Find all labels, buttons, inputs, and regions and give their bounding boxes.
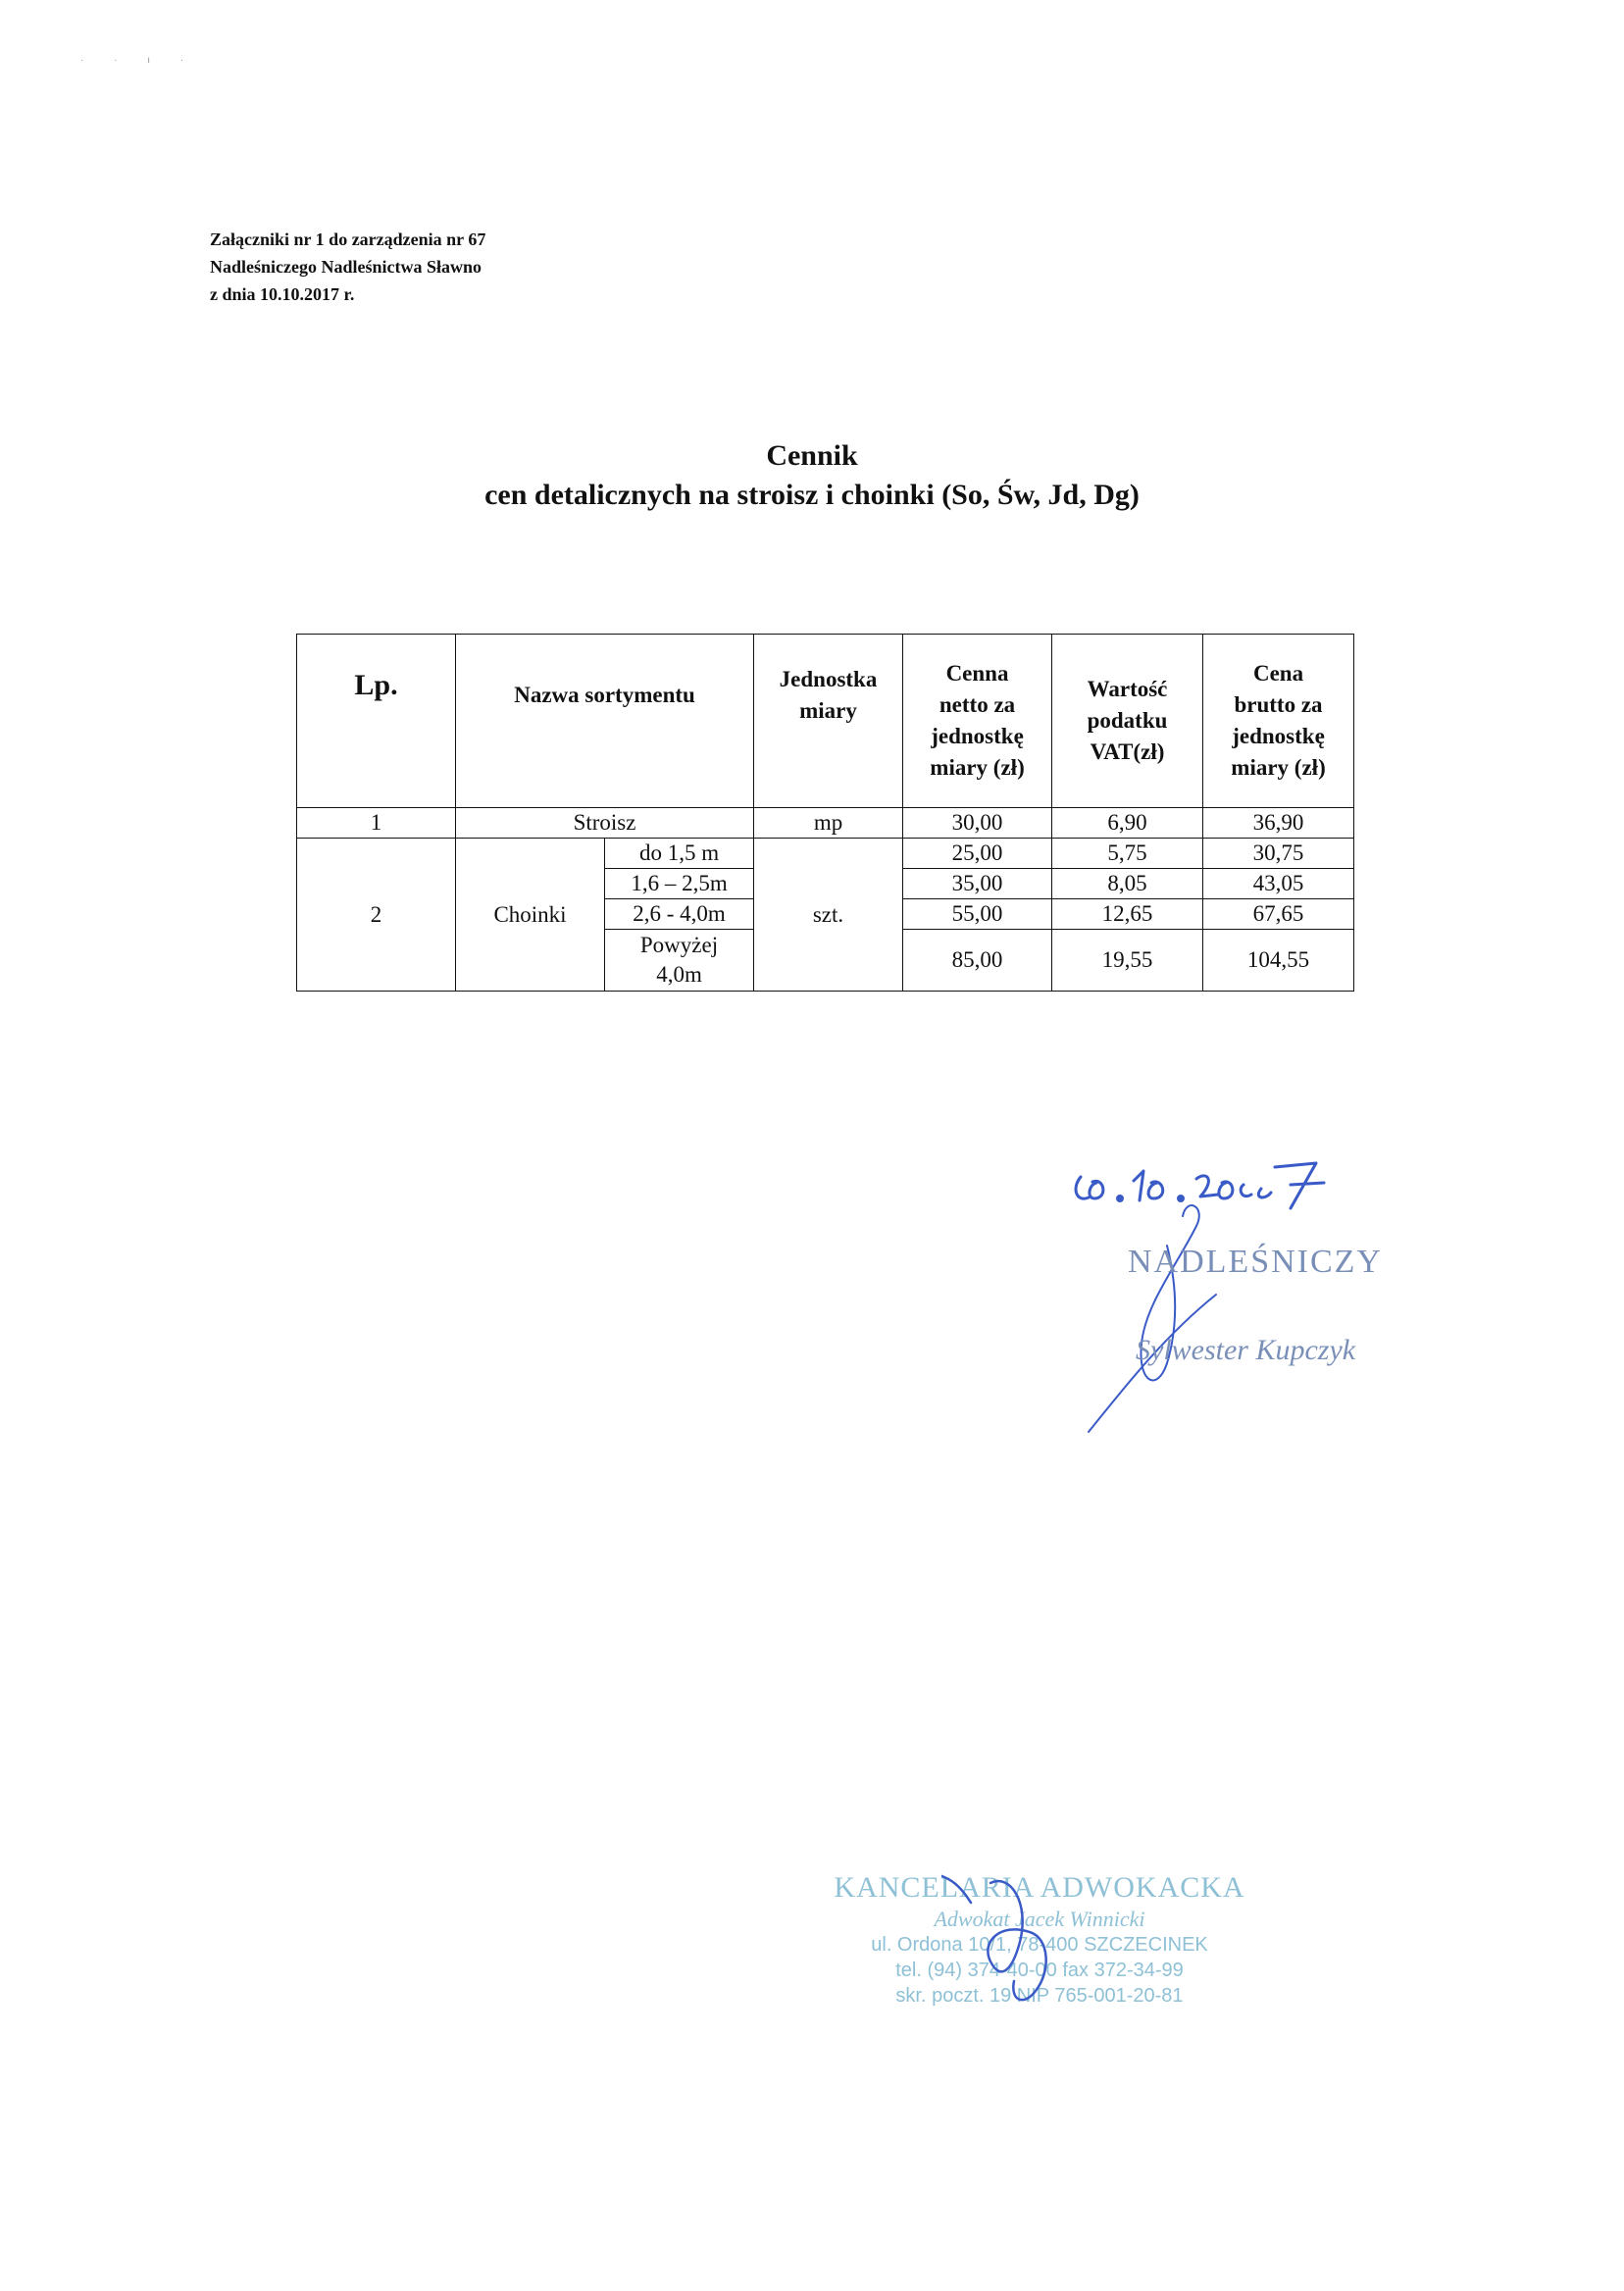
header-line-3: z dnia 10.10.2017 r. [210,284,355,304]
cell-size-line: 4,0m [656,962,702,987]
cell-size [605,930,754,992]
header-gross-line: Cena [1252,661,1304,686]
header-gross-line: brutto za [1234,692,1323,717]
header-line-2: Nadleśniczego Nadleśnictwa Sławno [210,257,482,277]
header-vat [1052,635,1203,808]
header-vat-line: podatku [1087,708,1168,733]
header-net-line: netto za [939,692,1016,717]
signature-scribble [1069,1187,1265,1442]
cell-vat: 5,75 [1052,839,1203,869]
header-line-1: Załączniki nr 1 do zarządzenia nr 67 [210,229,486,249]
header-unit-line: Jednostka [779,667,878,691]
cell-gross: 36,90 [1203,808,1354,839]
header-unit [754,635,903,808]
document-header [210,226,485,308]
cell-net: 85,00 [903,930,1052,992]
cell-unit: mp [754,808,903,839]
scan-artifact: · · ı · [80,55,198,66]
cell-size-line: Powyżej [639,933,719,957]
cell-size: 2,6 - 4,0m [605,899,754,930]
lawyer-signature [941,1863,1079,2040]
header-gross-line: jednostkę [1232,724,1325,748]
header-vat-line: Wartość [1087,677,1168,701]
table-row [297,839,1354,869]
cell-net: 25,00 [903,839,1052,869]
cell-name: Choinki [456,839,605,992]
header-net-line: Cenna [945,661,1009,686]
header-vat-line: VAT(zł) [1090,739,1165,764]
title-main: Cennik [766,439,858,472]
header-net-line: miary (zł) [930,755,1025,780]
cell-name: Stroisz [456,808,754,839]
cell-gross: 43,05 [1203,869,1354,899]
law-stamp-address: ul. Ordona 10/1, 78-400 SZCZECINEK [871,1934,1208,1956]
law-stamp-tax-id: skr. poczt. 19 NIP 765-001-20-81 [895,1985,1184,2007]
cell-gross: 30,75 [1203,839,1354,869]
cell-vat: 6,90 [1052,808,1203,839]
cell-size: do 1,5 m [605,839,754,869]
document-title [0,436,1624,515]
table-header-row [297,635,1354,808]
cell-gross: 67,65 [1203,899,1354,930]
cell-gross: 104,55 [1203,930,1354,992]
header-unit-line: miary [799,698,857,723]
header-net-line: jednostkę [931,724,1024,748]
cell-lp: 1 [297,808,456,839]
cell-lp: 2 [297,839,456,992]
stamp-forester-title: NADLEŚNICZY [1128,1244,1383,1280]
cell-net: 35,00 [903,869,1052,899]
cell-net: 55,00 [903,899,1052,930]
header-lp: Lp. [297,635,456,808]
cell-unit: szt. [754,839,903,992]
title-sub: cen detalicznych na stroisz i choinki (So, Św, Jd, Dg) [484,479,1140,511]
law-stamp-phone: tel. (94) 374-40-00 fax 372-34-99 [895,1960,1184,1981]
law-stamp-lawyer: Adwokat Jacek Winnicki [934,1907,1145,1931]
price-table [296,634,1354,992]
header-gross-price [1203,635,1354,808]
cell-vat: 8,05 [1052,869,1203,899]
header-gross-line: miary (zł) [1231,755,1326,780]
cell-vat: 19,55 [1052,930,1203,992]
table-row [297,808,1354,839]
stamp-forester-name: Sylwester Kupczyk [1136,1334,1356,1366]
cell-net: 30,00 [903,808,1052,839]
cell-size: 1,6 – 2,5m [605,869,754,899]
header-net-price [903,635,1052,808]
cell-vat: 12,65 [1052,899,1203,930]
law-stamp-title: KANCELARIA ADWOKACKA [834,1871,1245,1904]
header-name: Nazwa sortymentu [456,635,754,808]
